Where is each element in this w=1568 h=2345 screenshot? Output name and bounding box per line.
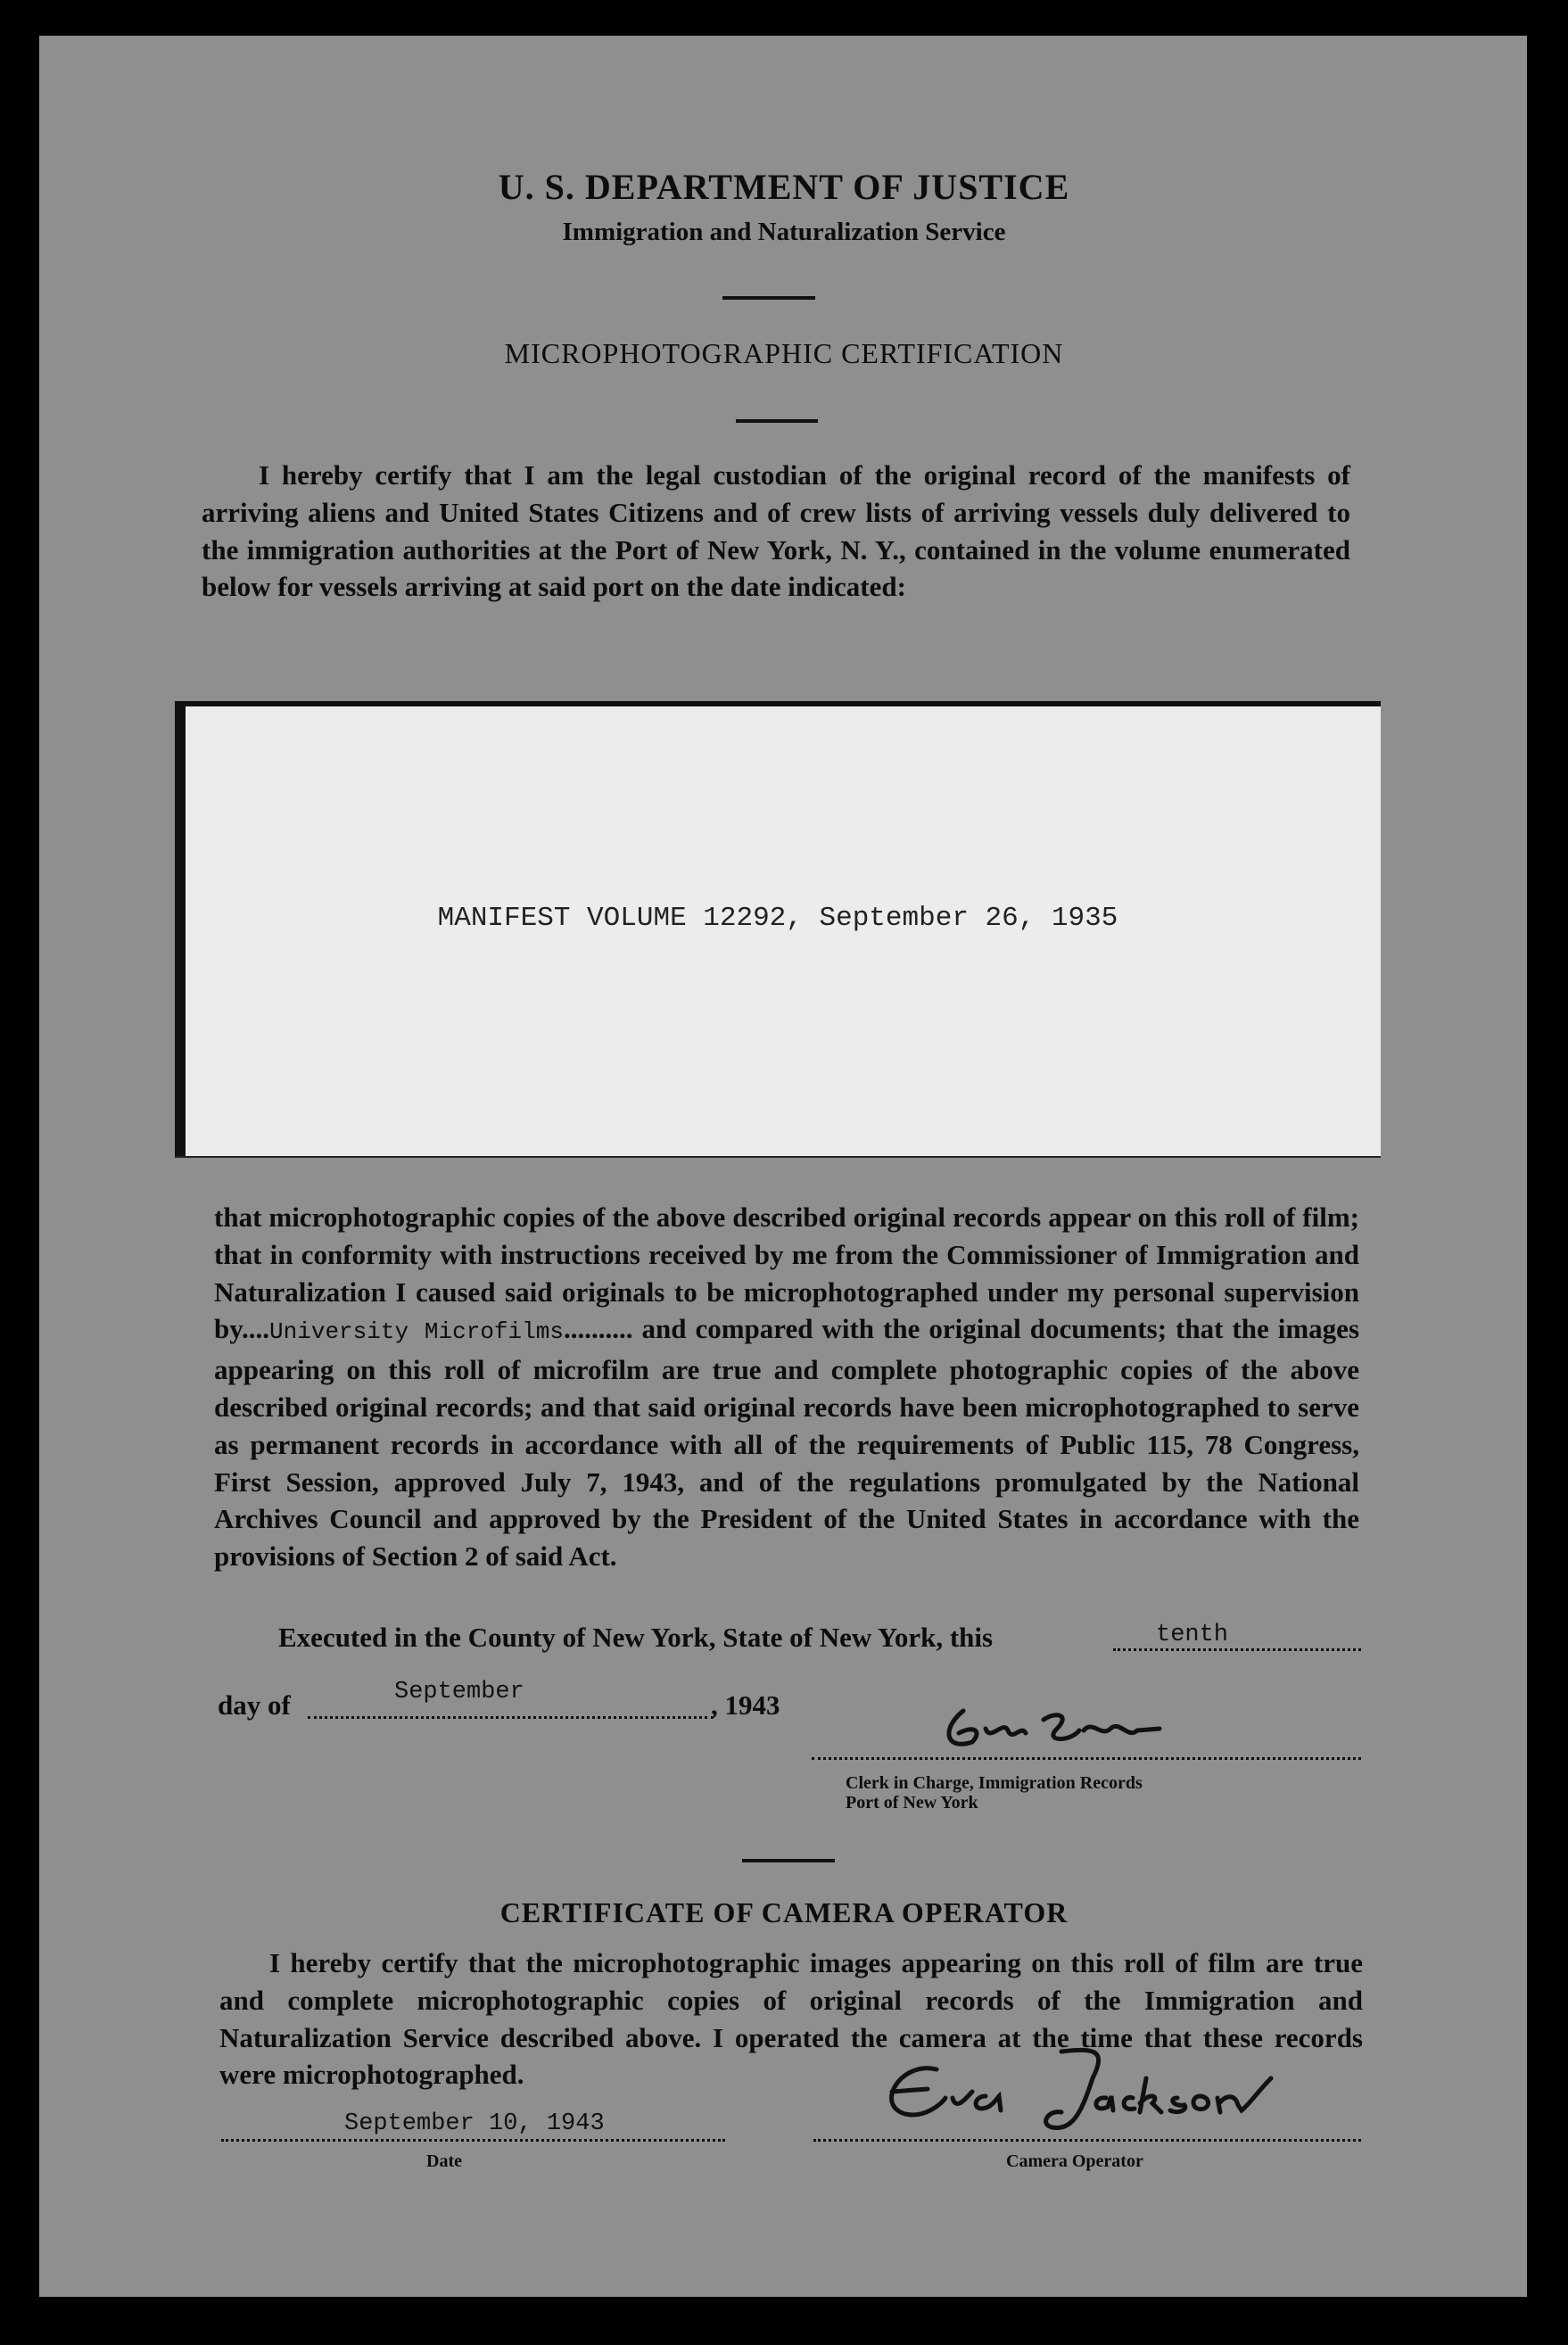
operator-date-value: September 10, 1943: [344, 2110, 605, 2137]
camera-operator-heading: CERTIFICATE OF CAMERA OPERATOR: [499, 1896, 1069, 1928]
day-of-label: day of: [218, 1689, 291, 1721]
camera-operator-signature: [856, 2043, 1284, 2150]
certification-heading: MICROPHOTOGRAPHIC CERTIFICATION: [504, 337, 1064, 369]
day-dotted-line: [1113, 1648, 1361, 1651]
year-text: , 1943: [711, 1689, 780, 1721]
month-dotted-line: [308, 1716, 714, 1719]
month-value: September: [394, 1679, 524, 1705]
clerk-signature: [937, 1693, 1168, 1755]
certification-body-part1: that microphotographic copies of the above described original records appear on this roll of film; that in conformity with instructions received by me from the Commissioner of Immigration and Naturalization I caused said originals to be microphotographed under my personal supervision by: [214, 1201, 1359, 1345]
executed-statement: Executed in the County of New York, State of New York, this: [278, 1622, 994, 1653]
operator-signature-line: [813, 2139, 1361, 2142]
divider: [722, 296, 815, 300]
clerk-title: Clerk in Charge, Immigration Records: [846, 1773, 1143, 1793]
date-label: Date: [426, 2151, 462, 2171]
manifest-volume-label: MANIFEST VOLUME 12292, September 26, 1935: [437, 903, 1118, 934]
day-value: tenth: [1156, 1622, 1229, 1648]
certification-body: that microphotographic copies of the above described original records appear on this roll of film; that in conformity with instructions received by me from the Commissioner of Immigration and Naturalization I caused said originals to be microphotographed under my personal supervision by....University Microfilms.......... and compared with the original documents; that the images appearing on this roll of microfilm are true and complete photographic copies of the above described original records; and that said original records have been microphotographed to serve as permanent records in accordance with all of the requirements of Public 115, 78 Congress, First Session, approved July 7, 1943, and of the regulations promulgated by the National Archives Council and approved by the President of the United States in accordance with the provisions of Section 2 of said Act.: [214, 1201, 1360, 1573]
custodian-statement: I hereby certify that I am the legal custodian of the original record of the manifests of arriving aliens and United States Citizens and of crew lists of arriving vessels duly delivered to the immigration authorities at the Port of New York, N. Y., contained in the volume enumerated below for vessels arriving at said port on the date indicated:: [202, 459, 1350, 603]
divider: [736, 419, 818, 423]
operator-label: Camera Operator: [1006, 2151, 1143, 2171]
clerk-signature-line: [812, 1757, 1361, 1760]
record-card: [175, 701, 1381, 1156]
certification-body-part2: and compared with the original documents; that the images appearing on this roll of microfilm are true and complete photographic copies of the above described original records; and that said original records have been microphotographed to serve as permanent records in accordance with all of the requirements of Public 115, 78 Congress, First Session, approved July 7, 1943, and of the regulations promulgated by the National Archives Council and approved by the President of the United States in accordance with the provisions of Section 2 of said Act.: [214, 1313, 1360, 1573]
divider: [742, 1859, 835, 1862]
department-title: U. S. DEPARTMENT OF JUSTICE: [498, 167, 1070, 207]
date-dotted-line: [221, 2139, 725, 2142]
camera-operator-statement: I hereby certify that the microphotographic images appearing on this roll of film are true and complete microphotographic copies of original records of the Immigration and Naturalization Service described above. I operated the camera at the time that these records were microphotographed.: [219, 1947, 1363, 2091]
clerk-location: Port of New York: [846, 1793, 978, 1812]
service-subtitle: Immigration and Naturalization Service: [562, 218, 1006, 246]
filmed-by-value: University Microfilms: [269, 1318, 564, 1346]
